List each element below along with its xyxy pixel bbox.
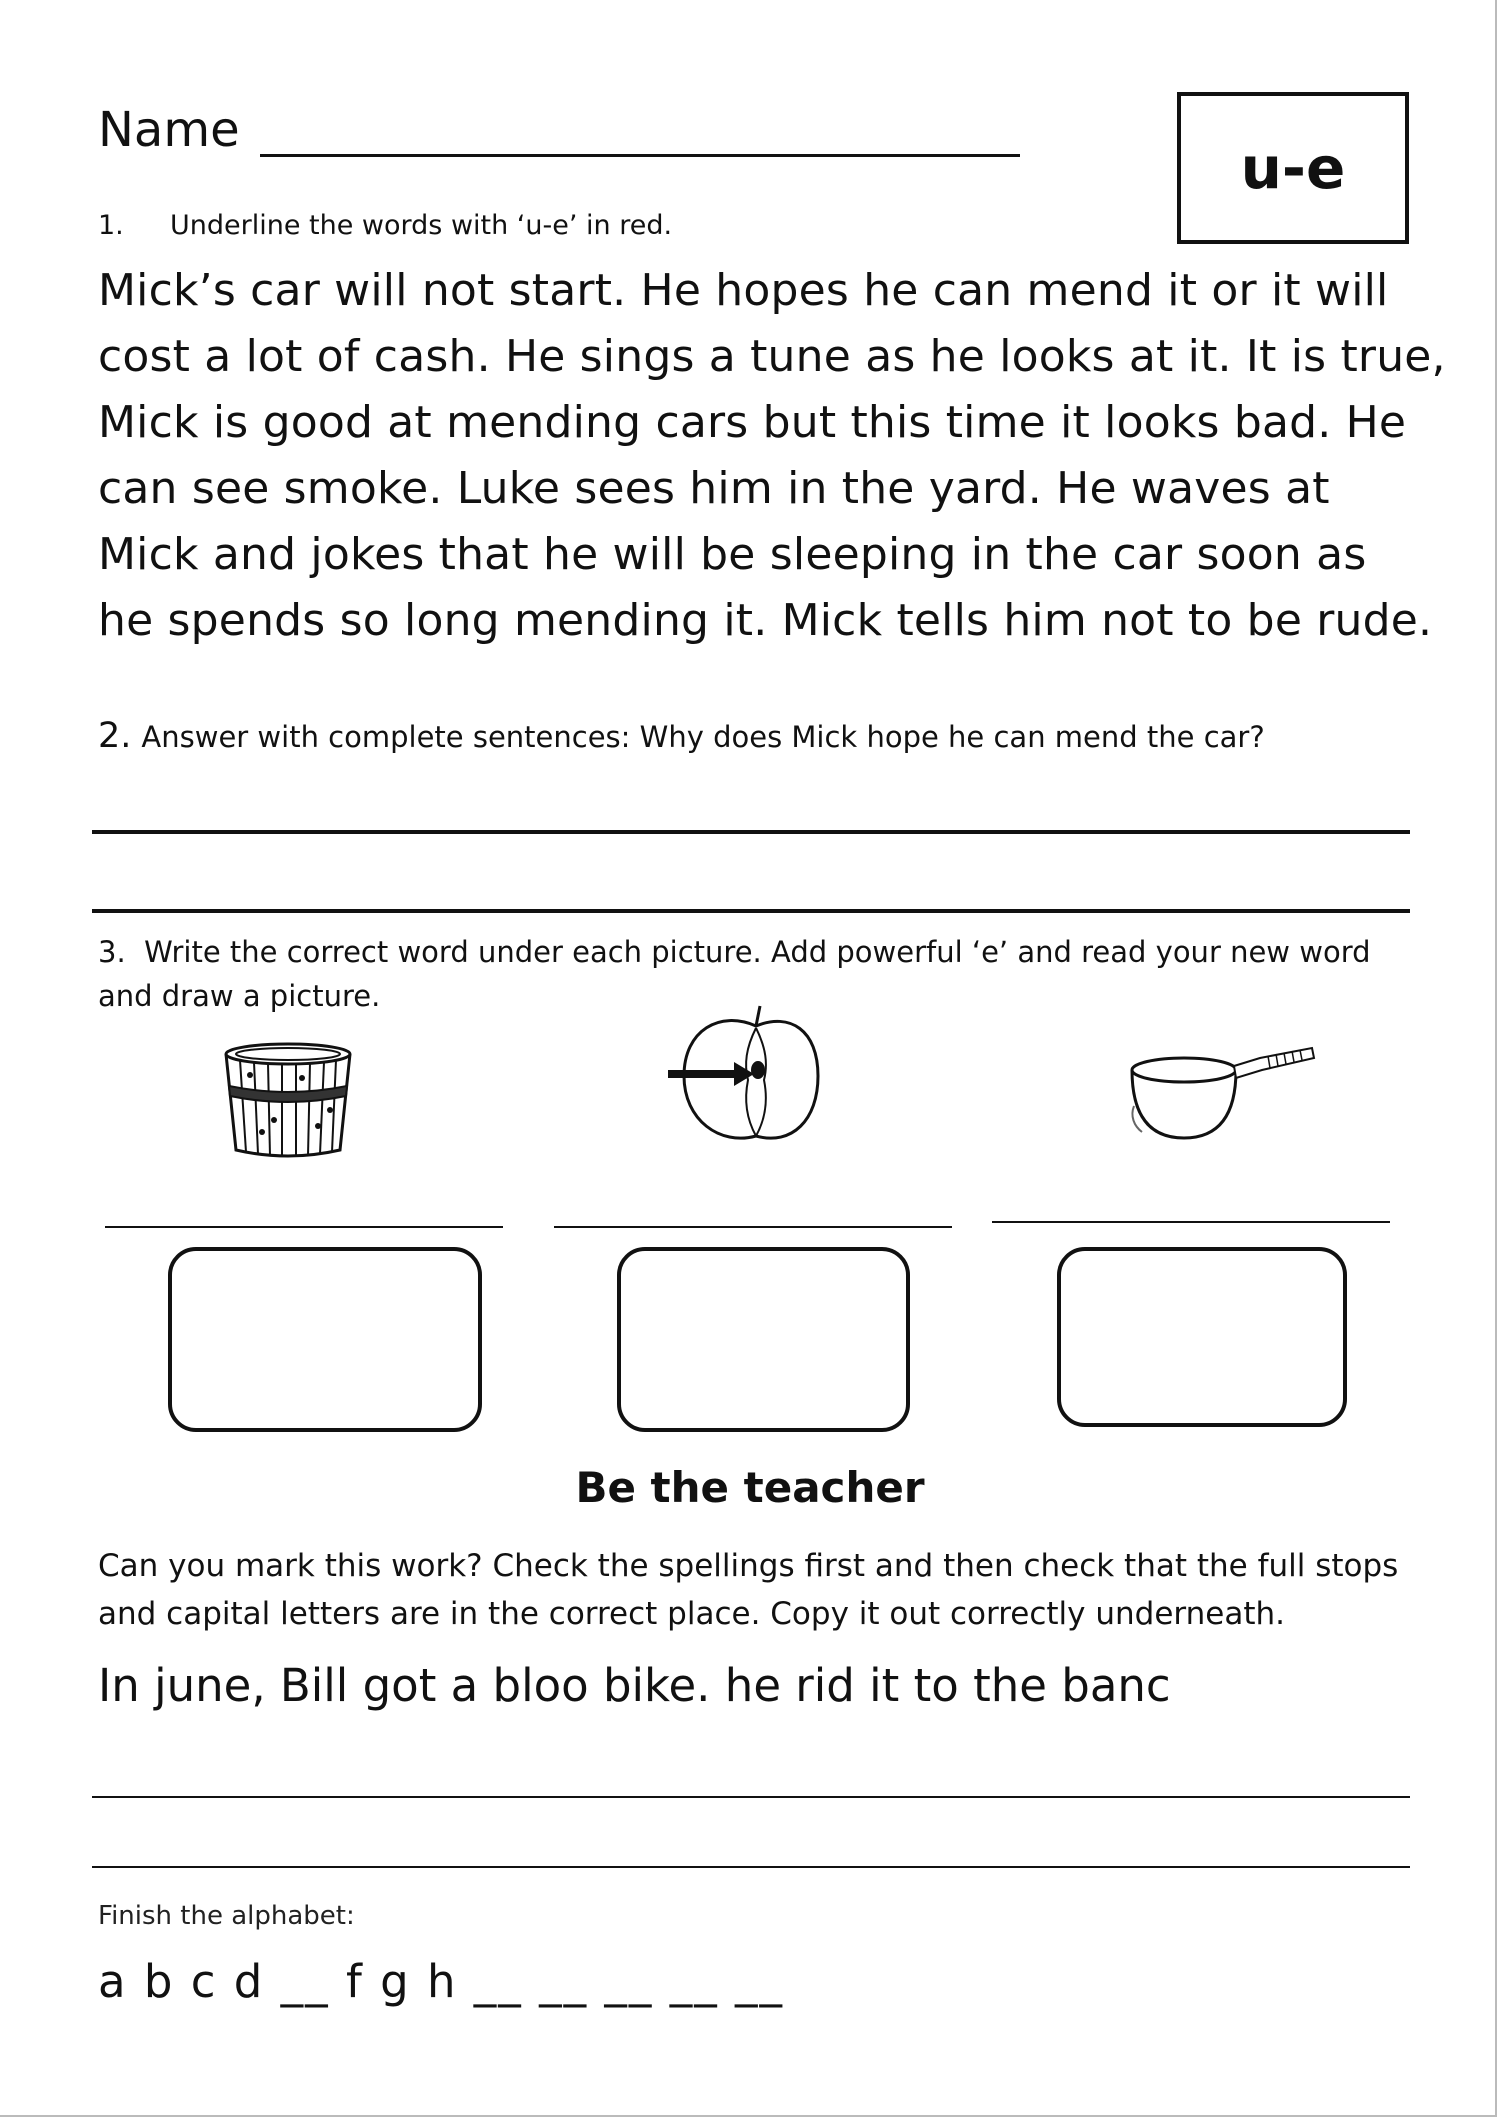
question-2-text: Answer with complete sentences: Why does Mick hope he can mend the car? <box>141 720 1265 754</box>
passage-line: Mick’s car will not start. He hopes he can mend it or it will <box>98 265 1389 316</box>
answer-line-1[interactable] <box>92 830 1410 834</box>
picture-2-word-line[interactable] <box>554 1226 952 1228</box>
passage-line: Mick is good at mending cars but this time it looks bad. He <box>98 397 1407 448</box>
be-the-teacher-instruction-line-2: and capital letters are in the correct place. Copy it out correctly underneath. <box>98 1596 1285 1632</box>
picture-1-draw-box[interactable] <box>168 1247 482 1432</box>
picture-2-draw-box[interactable] <box>617 1247 910 1432</box>
copy-line-2[interactable] <box>92 1866 1410 1868</box>
question-2-instruction <box>98 714 1265 759</box>
passage-line: he spends so long mending it. Mick tells him not to be rude. <box>98 595 1433 646</box>
question-2-number: 2. <box>98 716 132 756</box>
be-the-teacher-instruction-line-1: Can you mark this work? Check the spellings first and then check that the full stops <box>98 1548 1399 1584</box>
passage-line: can see smoke. Luke sees him in the yard. He waves at <box>98 463 1330 514</box>
name-label: Name <box>98 102 240 158</box>
question-1-number: 1. <box>98 210 124 241</box>
alphabet-label: Finish the alphabet: <box>98 1901 355 1931</box>
question-3-number: 3. <box>98 935 126 969</box>
answer-line-2[interactable] <box>92 909 1410 913</box>
picture-3-draw-box[interactable] <box>1057 1247 1347 1427</box>
question-1-text: Underline the words with ‘u-e’ in red. <box>170 210 673 241</box>
be-the-teacher-heading: Be the teacher <box>575 1463 925 1512</box>
picture-1-word-line[interactable] <box>105 1226 503 1228</box>
tub-icon <box>222 1040 354 1160</box>
question-3-text-line-1: Write the correct word under each picture. Add powerful ‘e’ and read your new word <box>144 935 1371 969</box>
picture-3-word-line[interactable] <box>992 1221 1390 1223</box>
apple-core-icon <box>660 1004 824 1148</box>
question-1-instruction <box>98 206 672 246</box>
passage-line: Mick and jokes that he will be sleeping in the car soon as <box>98 529 1367 580</box>
question-3-text-line-2: and draw a picture. <box>98 979 381 1013</box>
be-the-teacher-instruction <box>98 1542 1438 1638</box>
incorrect-sentence: In june, Bill got a bloo bike. he rid it to the banc <box>98 1659 1171 1712</box>
passage-line: cost a lot of cash. He sings a tune as he looks at it. It is true, <box>98 331 1446 382</box>
reading-passage <box>98 258 1446 654</box>
name-field[interactable] <box>260 154 1020 157</box>
copy-line-1[interactable] <box>92 1796 1410 1798</box>
pan-icon <box>1126 1046 1316 1146</box>
sound-box <box>1177 92 1409 244</box>
sound-label: u-e <box>1240 134 1346 202</box>
alphabet-sequence[interactable]: a b c d __ f g h __ __ __ __ __ <box>98 1955 785 2008</box>
